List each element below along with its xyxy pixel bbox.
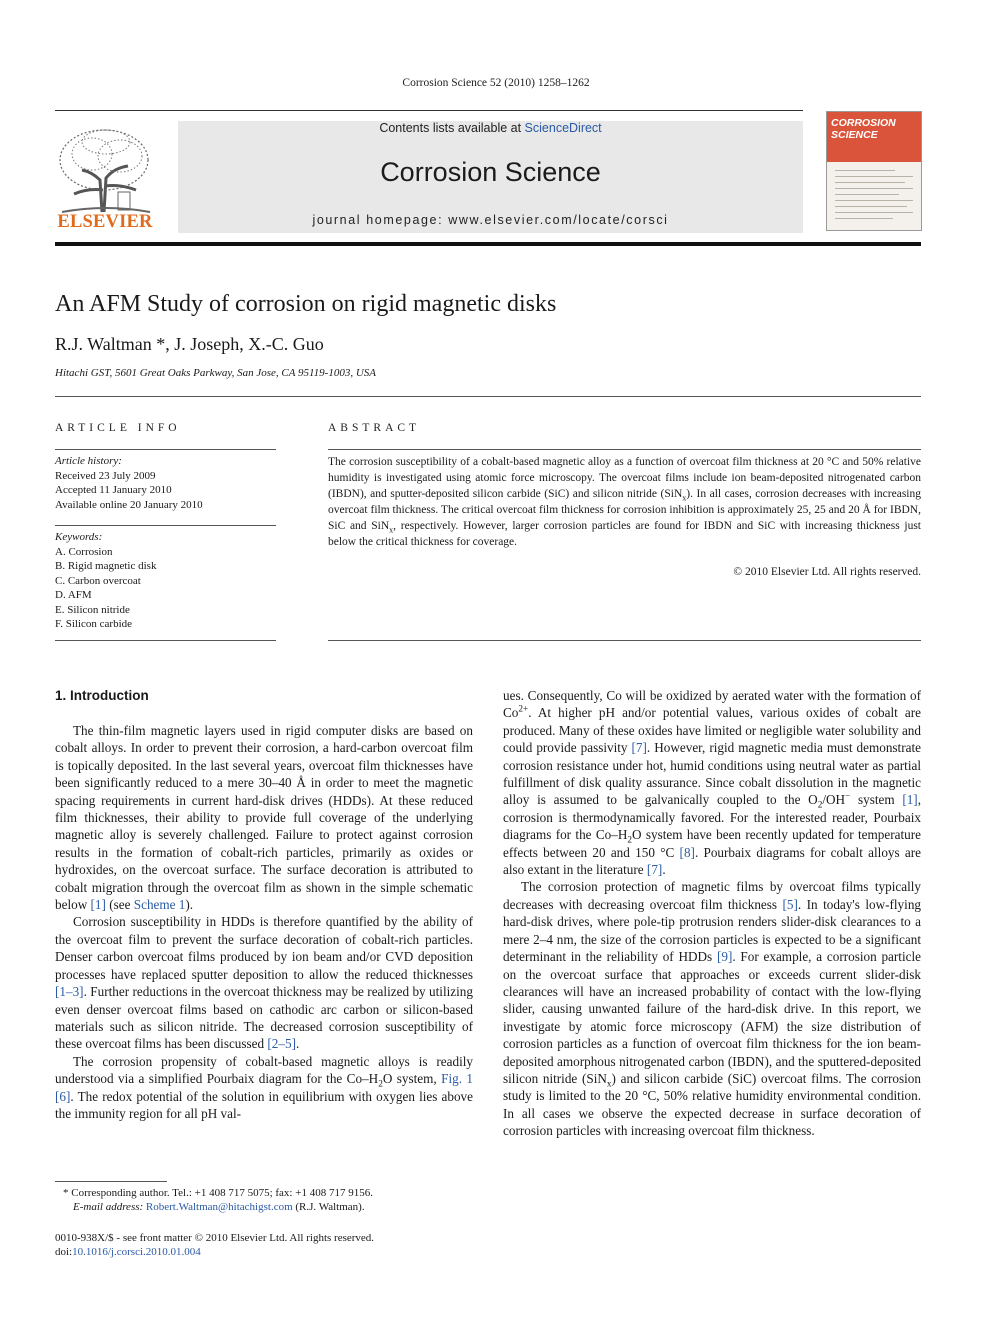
journal-homepage: journal homepage: www.elsevier.com/locate/corsci [312, 213, 669, 227]
corresponding-author-footnote [55, 1186, 475, 1214]
keyword: A. Corrosion [55, 545, 113, 558]
abstract-label: ABSTRACT [328, 422, 421, 434]
footnote-rule [55, 1181, 167, 1182]
header-thick-rule [55, 242, 921, 246]
history-online: Available online 20 January 2010 [55, 498, 203, 511]
elsevier-wordmark: ELSEVIER [57, 212, 153, 232]
author-affiliation: Hitachi GST, 5601 Great Oaks Parkway, San Jose, CA 95119-1003, USA [55, 367, 377, 379]
scheme-link[interactable]: Scheme 1 [133, 897, 186, 913]
ref-link[interactable]: [2–5] [267, 1036, 296, 1052]
ref-link[interactable]: [7] [631, 740, 647, 756]
page-footer [55, 1231, 374, 1259]
ref-link[interactable]: [7] [646, 862, 663, 878]
contents-line: Contents lists available at ScienceDirect [379, 121, 602, 135]
journal-banner [178, 121, 803, 233]
ref-link[interactable]: [6] [55, 1088, 71, 1104]
section-heading-introduction: 1. Introduction [55, 688, 149, 703]
cover-title: CORROSION SCIENCE [831, 117, 896, 141]
issn-line: 0010-938X/$ - see front matter © 2010 Elsevier Ltd. All rights reserved. [55, 1232, 375, 1244]
keyword: B. Rigid magnetic disk [55, 560, 157, 572]
article-info-label: ARTICLE INFO [55, 422, 181, 434]
doi-line: doi:10.1016/j.corsci.2010.01.004 [55, 1246, 201, 1258]
article-authors: R.J. Waltman *, J. Joseph, X.-C. Guo [55, 334, 324, 354]
email-link[interactable]: Robert.Waltman@hitachigst.com [145, 1201, 293, 1213]
homepage-link[interactable]: www.elsevier.com/locate/corsci [448, 213, 669, 227]
ref-link[interactable]: [1] [902, 792, 918, 808]
article-info-bottom-rule [55, 640, 276, 641]
title-rule [55, 396, 921, 397]
keywords-heading: Keywords: [55, 531, 103, 543]
abstract-bottom-rule [328, 640, 921, 641]
ref-link[interactable]: [9] [716, 949, 733, 965]
ref-link[interactable]: [8] [679, 844, 695, 860]
sciencedirect-link[interactable]: ScienceDirect [524, 121, 602, 135]
journal-name: Corrosion Science [380, 157, 601, 187]
abstract-rule [328, 449, 921, 450]
keyword: F. Silicon carbide [55, 618, 133, 630]
paragraph: The corrosion protection of magnetic films by overcoat films typically decreases with decreasing overcoat film thickness [5]. In today's low-flying hard-disk drives, where pole-tip protrusion renders slider-disk clearances to a mere 2–4 nm, the size of the corrosion particles is expected to be a significant determinant in the reliability of HDDs [9]. For example, a corrosion particle on the overcoat surface that approaches or exceeds current slider-disk clearances will have an increased probability of contact with the low-flying slider, causing unwanted failure of the hard-disk drive. In this report, we investigate by atomic force microscopy (AFM) the size distribution of corrosion particles as a function of overcoat film thickness for the ion beam-deposited amorphous nitrogenated carbon (IBDN), and the sputtered-deposited silicon nitride (SiN$_x$) and silicon carbide (SiC) overcoat films. The corrosion study is limited to the 20 °C, 50% relative humidity environmental condition. In all cases we observe the expected decrease in surface decoration of corrosion particles with increasing overcoat film thickness. [503, 879, 922, 1139]
paragraph: The thin-film magnetic layers used in rigid computer disks are based on cobalt alloys. In order to prevent their corrosion, a hard-carbon overcoat film is topically deposited. In the last several years, overcoat film thicknesses have been significantly reduced to a mere 30–40 Å in order to meet the magnetic spacing requirements in current hard-disk drives (HDDs). At these reduced film thicknesses, their ability to provide full coverage of the underlying magnetic alloy is severely challenged. Failure to protect against corrosion results in the formation of cobalt-rich particles, primarily as oxides or hydroxides, on the overcoat surface. The surface decoration is attributed to cobalt migration through the overcoat film as shown in the simple schematic below [1] (see Scheme 1). [55, 723, 473, 913]
footnote-email: E-mail address: Robert.Waltman@hitachigst.com (R.J. Waltman). [73, 1201, 365, 1213]
figure-link[interactable]: Fig. 1 [441, 1071, 474, 1087]
article-info-rule [55, 449, 276, 450]
ref-link[interactable]: [5] [782, 896, 798, 912]
keyword: C. Carbon overcoat [55, 574, 141, 587]
paragraph: ues. Consequently, Co will be oxidized by aerated water with the formation of $Co^{2+}$. At higher pH and/or potential values, various oxides of cobalt are produced. Many of these oxides have limited or negligible water solubility and could provide passivity [7]. However, rigid magnetic media must demonstrate corrosion resistance under hot, humid conditions using neutral water as partial fulfillment of disk quality assurance. Since cobalt dissolution in the magnetic alloy is assumed to be galvanically coupled to the $O_2/OH^-$ system [1], corrosion is thermodynamically favored. For the interested reader, Pourbaix diagrams for the $Co-H_2O$ system have been recently updated for temperature effects between 20 and 150 °C [8]. Pourbaix diagrams for cobalt alloys are also extant in the literature [7]. [503, 688, 922, 878]
paragraph: The corrosion propensity of cobalt-based magnetic alloys is readily understood via a simplified Pourbaix diagram for the $Co-H_2O$ system, Fig. 1 [6]. The redox potential of the solution in equilibrium with oxygen lies above the immunity region for all pH val- [55, 1053, 474, 1121]
journal-cover-thumbnail [826, 111, 922, 231]
header-rule [55, 110, 803, 111]
article-history [55, 454, 276, 512]
paragraph: Corrosion susceptibility in HDDs is therefore quantified by the ability of the overcoat film to prevent the surface decoration of cobalt-rich particles. Denser carbon overcoat films produced by ion beam and/or CVD deposition processes have replaced sputter deposition to allow the reduced thicknesses [1–3]. Further reductions in the overcoat thickness may be realized by utilizing even denser overcoat films based on cathodic arc carbon or silicon-based materials such as silicon nitride. The decreased corrosion susceptibility of these overcoat films has been discussed [2–5]. [55, 914, 473, 1052]
keywords-rule [55, 525, 276, 526]
abstract-text: The corrosion susceptibility of a cobalt-based magnetic alloy as a function of overcoat film thickness at 20 °C and 50% relative humidity is investigated using atomic force microscopy. The overcoat films include ion beam-deposited nitrogenated carbon (IBDN), and sputter-deposited silicon carbide (SiC) and silicon nitride (SiN$_x$). In all cases, corrosion decreases with increasing overcoat film thickness. The critical overcoat film thickness for corrosion inhibition is approximately 25, 25 and 20 Å for IBDN, SiC and SiN$_x$, respectively. However, larger corrosion particles are found for IBDN and SiC with increasing thickness just below the critical thickness for coverage. [328, 456, 921, 548]
keywords-block [55, 530, 276, 632]
article-title: An AFM Study of corrosion on rigid magnetic disks [55, 291, 557, 317]
keyword: D. AFM [55, 589, 92, 601]
body-column-left [55, 722, 473, 1122]
abstract-copyright: © 2010 Elsevier Ltd. All rights reserved. [733, 566, 921, 578]
keyword: E. Silicon nitride [55, 603, 130, 616]
history-heading: Article history: [55, 455, 122, 467]
history-accepted: Accepted 11 January 2010 [55, 484, 172, 496]
history-received: Received 23 July 2009 [55, 469, 156, 482]
ref-link[interactable]: [1] [90, 897, 106, 913]
ref-link[interactable]: [1–3] [55, 984, 84, 1000]
body-column-right [503, 687, 921, 1140]
journal-citation: Corrosion Science 52 (2010) 1258–1262 [402, 77, 590, 89]
doi-link[interactable]: 10.1016/j.corsci.2010.01.004 [72, 1246, 201, 1258]
footnote-line: * Corresponding author. Tel.: +1 408 717 5075; fax: +1 408 717 9156. [63, 1187, 373, 1199]
